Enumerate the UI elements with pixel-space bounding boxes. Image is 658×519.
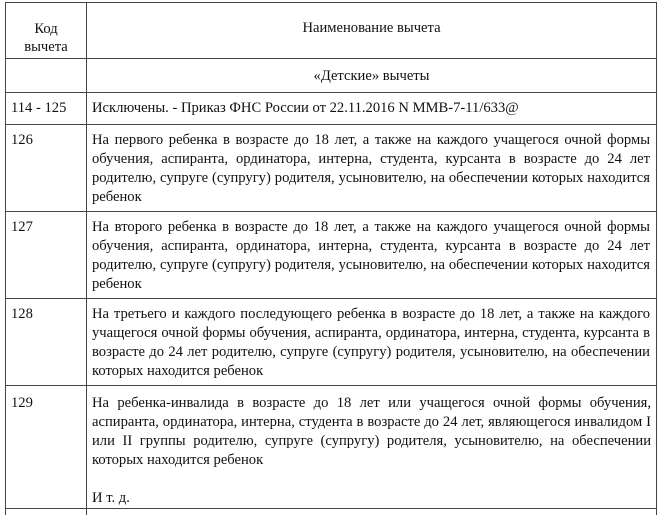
tail-cell — [87, 509, 657, 516]
table-row — [6, 93, 657, 125]
row-description-cell — [87, 386, 657, 509]
code-column-header — [6, 3, 87, 59]
code-header-line1: Код — [34, 21, 58, 37]
table-row — [6, 299, 657, 386]
deductions-table — [5, 2, 657, 515]
row-code: 129 — [6, 386, 87, 509]
row-code: 126 — [6, 125, 87, 212]
section-row — [6, 59, 657, 93]
row-code: 127 — [6, 212, 87, 299]
row-description: На первого ребенка в возрасте до 18 лет, а также на каждого учащегося очной формы обучения, аспиранта, ординатора, интерна, студента, курсанта в возрасте до 24 лет родителю, супруге (супругу) родителя, усыновителю, на обеспечении которых находится ребенок — [87, 125, 657, 212]
table-row — [6, 212, 657, 299]
table-tail-row — [6, 509, 657, 516]
section-title: «Детские» вычеты — [87, 59, 657, 93]
row-description: На ребенка-инвалида в возрасте до 18 лет или учащегося очной формы обучения, аспиранта, ординатора, интерна, студента в возрасте до 24 лет, являющегося инвалидом I или II группы родителю, супруге (супругу) родителя, усыновителю, на обеспечении которых находится ребенок — [92, 395, 651, 468]
row-description: Исключены. - Приказ ФНС России от 22.11.2016 N ММВ-7-11/633@ — [87, 93, 657, 125]
row-description: На второго ребенка в возрасте до 18 лет, а также на каждого учащегося очной формы обучения, аспиранта, ординатора, интерна, студента, курсанта в возрасте до 24 лет родителю, супруге (супругу) родителя, усыновителю, на обеспечении которых находится ребенок — [87, 212, 657, 299]
row-code: 114 - 125 — [6, 93, 87, 125]
row-code: 128 — [6, 299, 87, 386]
etc-note: И т. д. — [92, 490, 130, 506]
tail-cell — [6, 509, 87, 516]
table-row — [6, 386, 657, 509]
table-row — [6, 125, 657, 212]
row-description: На третьего и каждого последующего ребенка в возрасте до 18 лет, а также на каждого учащегося очной формы обучения, аспиранта, ординатора, интерна, студента, курсанта в возрасте до 24 лет родителю, супруге (супругу) родителя, усыновителю, на обеспечении которых находится ребенок — [87, 299, 657, 386]
section-code-cell — [6, 59, 87, 93]
table-header-row — [6, 3, 657, 59]
name-column-header: Наименование вычета — [87, 3, 657, 59]
code-header-line2: вычета — [24, 39, 68, 55]
